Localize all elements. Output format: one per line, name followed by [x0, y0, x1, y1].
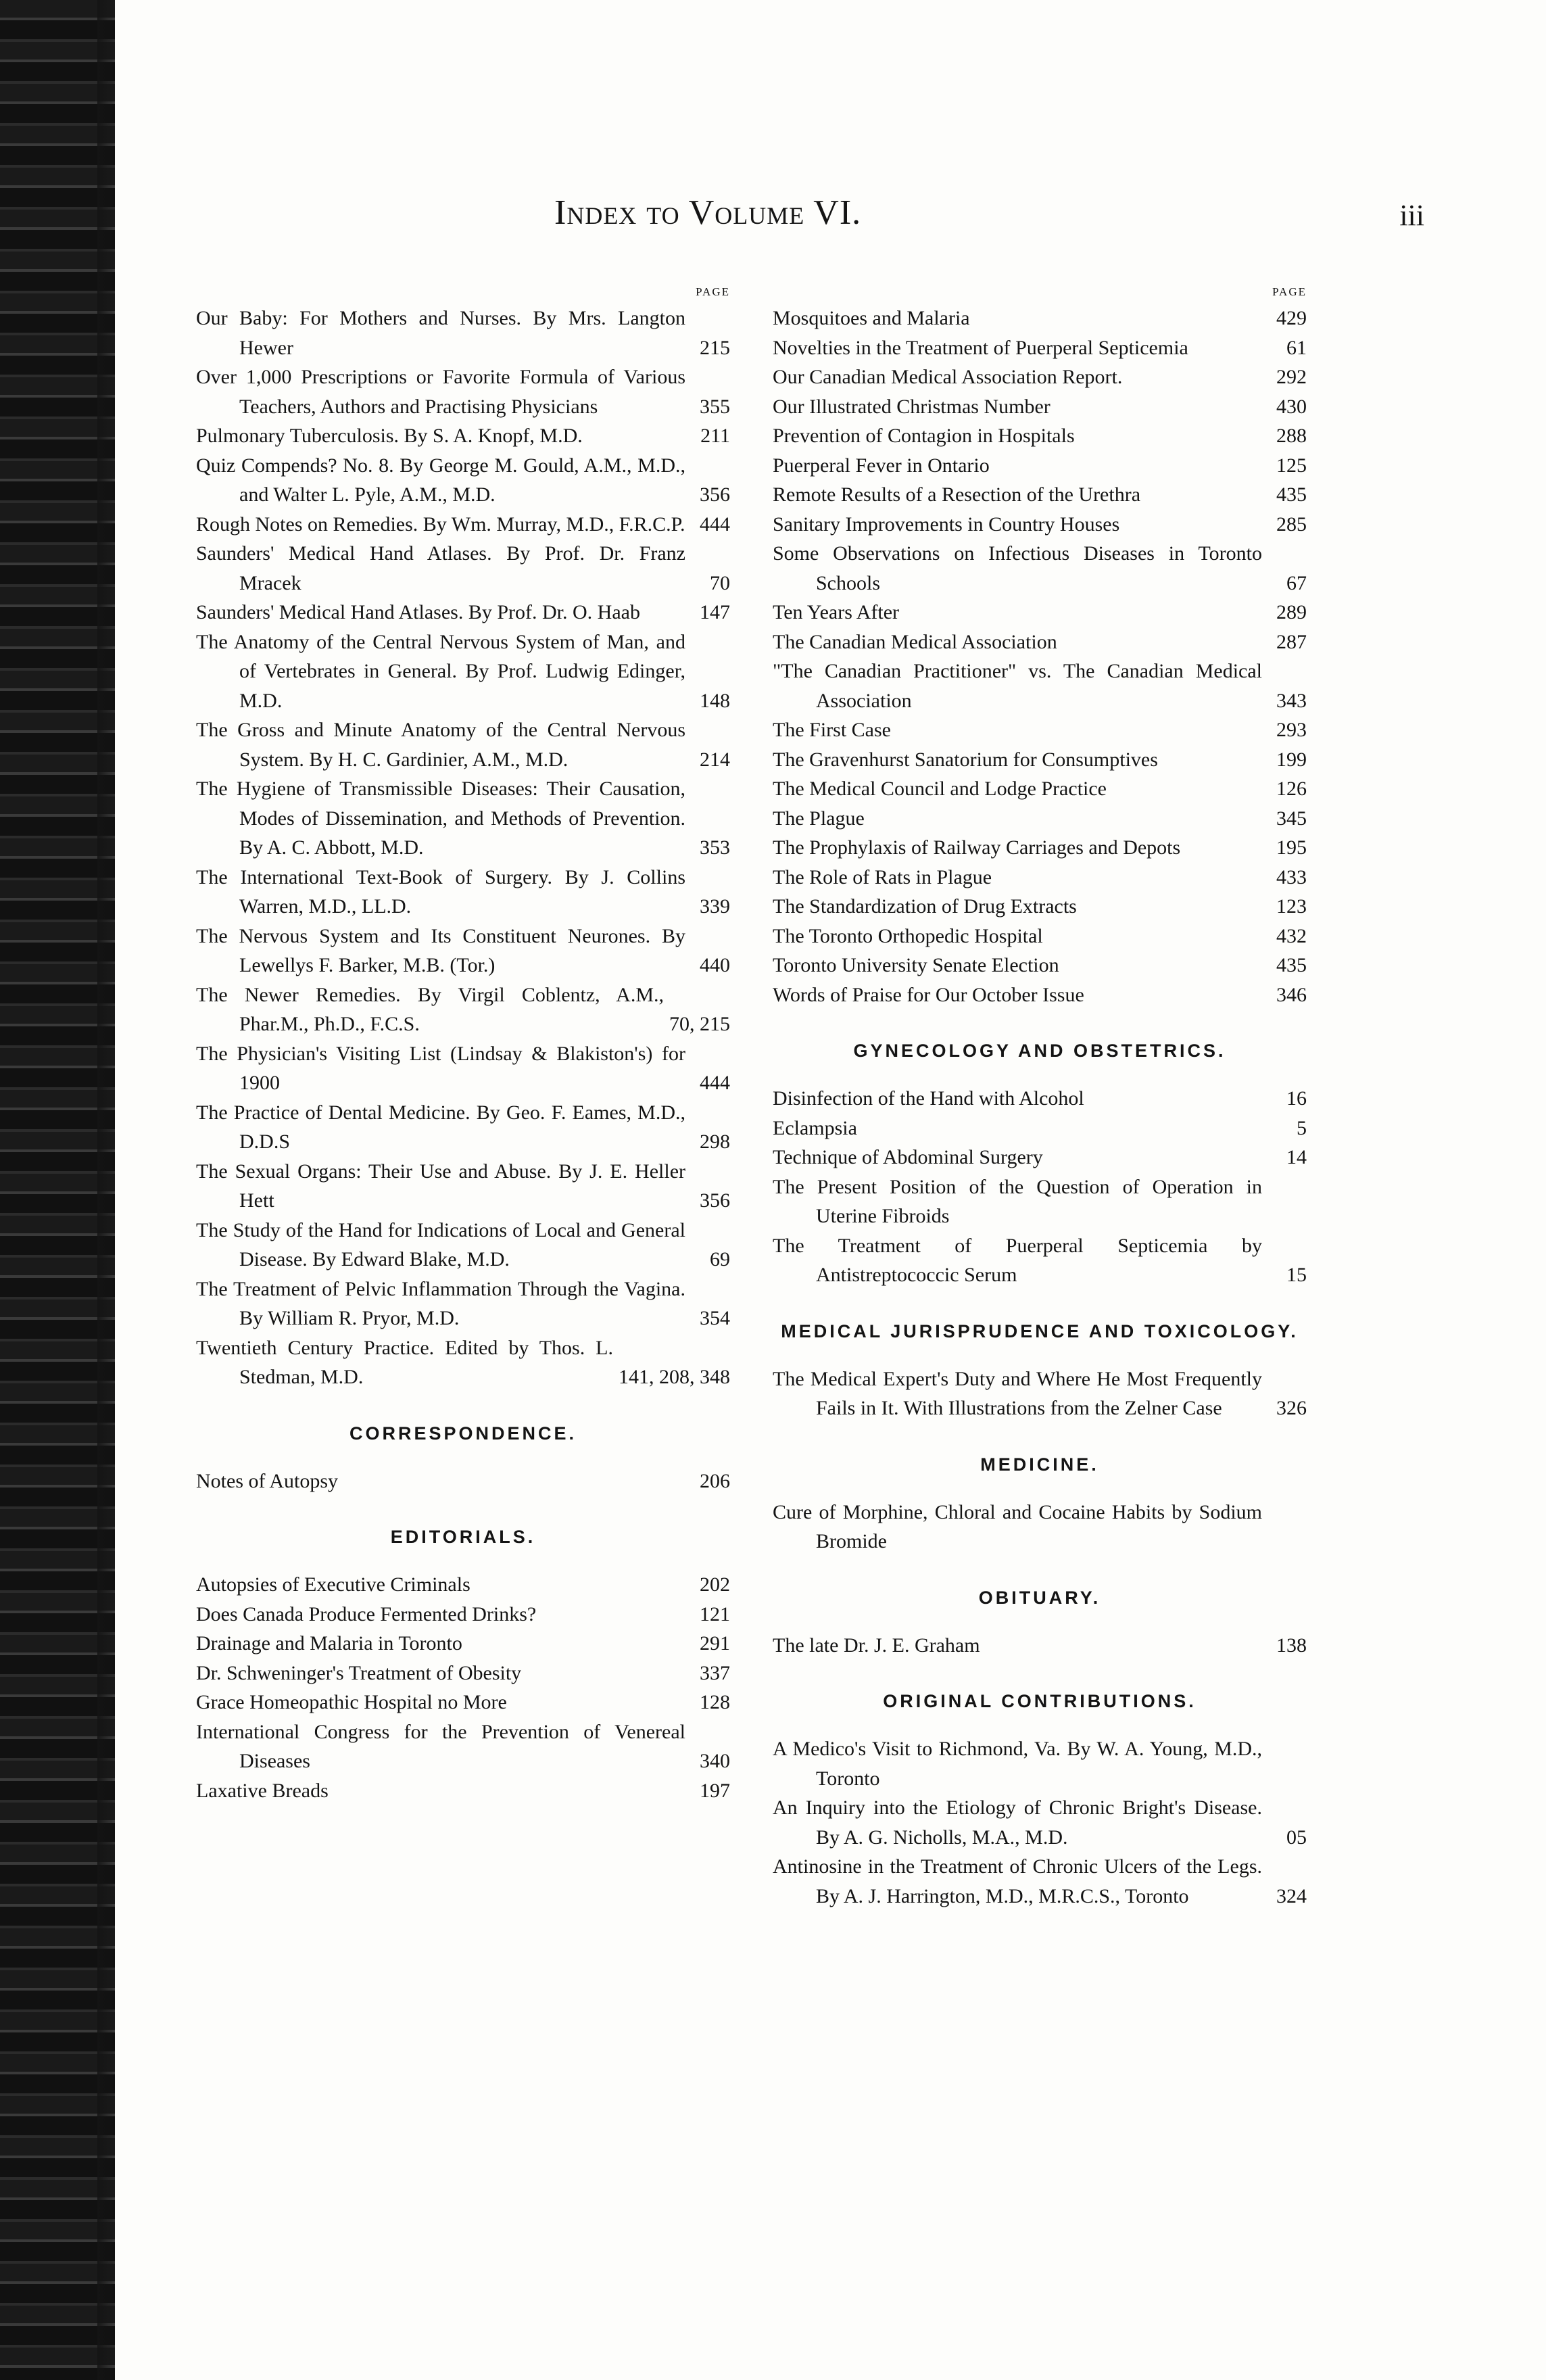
entry-title: The Anatomy of the Central Nervous System of Man, and of Vertebrates in General. By Prof. Ludwig Edinger, M.D. — [196, 630, 685, 712]
entry-title: Drainage and Malaria in Toronto — [196, 1632, 462, 1655]
page-column-label: PAGE — [1272, 285, 1307, 298]
index-entry — [773, 833, 1307, 863]
index-entry — [773, 451, 1307, 481]
entry-title: The late Dr. J. E. Graham — [773, 1634, 980, 1657]
index-entry — [196, 1600, 730, 1629]
entry-page-number: 339 — [700, 895, 730, 918]
entry-title: An Inquiry into the Etiology of Chronic Bright's Disease. By A. G. Nicholls, M.A., M.D. — [773, 1796, 1262, 1849]
page-number: iii — [1399, 199, 1424, 232]
index-entry — [196, 1570, 730, 1600]
index-entry — [196, 598, 730, 627]
entry-title: The Toronto Orthopedic Hospital — [773, 924, 1043, 947]
entry-page-number: 197 — [700, 1779, 730, 1802]
entry-page-number: 292 — [1276, 366, 1307, 388]
entry-page-number: 287 — [1276, 630, 1307, 653]
entry-title: The Treatment of Puerperal Septicemia by Antistreptococcic Serum — [773, 1234, 1262, 1286]
index-entry — [773, 421, 1307, 451]
index-entry — [196, 980, 730, 1039]
index-entry — [773, 1498, 1307, 1556]
entry-page-number: 121 — [700, 1602, 730, 1625]
index-entry — [773, 657, 1307, 715]
entry-title: The Newer Remedies. By Virgil Coblentz, A.M., Phar.M., Ph.D., F.C.S. — [196, 983, 664, 1035]
index-entry — [773, 1734, 1307, 1793]
entry-page-number: 148 — [700, 689, 730, 712]
index-entry — [773, 1364, 1307, 1423]
entry-page-number: 354 — [700, 1307, 730, 1329]
section-heading: OBITUARY. — [978, 1587, 1101, 1608]
entry-page-number: 206 — [700, 1469, 730, 1492]
entry-page-number: 355 — [700, 395, 730, 418]
index-entry — [196, 539, 730, 598]
index-entry — [773, 892, 1307, 922]
entry-title: Grace Homeopathic Hospital no More — [196, 1691, 507, 1713]
entry-title: Eclampsia — [773, 1116, 857, 1139]
entry-page-number: 5 — [1297, 1116, 1307, 1139]
index-entry — [773, 1852, 1307, 1911]
index-entry — [196, 1333, 730, 1392]
entry-page-number: 147 — [700, 601, 730, 623]
index-entry — [773, 1143, 1307, 1172]
entry-page-number: 326 — [1276, 1397, 1307, 1419]
index-entry — [773, 304, 1307, 333]
section-heading: ORIGINAL CONTRIBUTIONS. — [883, 1691, 1197, 1711]
index-entry — [773, 1231, 1307, 1290]
entry-page-number: 211 — [700, 425, 730, 447]
entry-title: International Congress for the Prevention of Venereal Diseases — [196, 1720, 685, 1772]
index-entry — [196, 1216, 730, 1275]
section-heading: CORRESPONDENCE. — [349, 1423, 577, 1444]
entry-title: Sanitary Improvements in Country Houses — [773, 513, 1120, 536]
entry-title: Dr. Schweninger's Treatment of Obesity — [196, 1661, 522, 1684]
index-entry — [196, 922, 730, 980]
entry-title: Words of Praise for Our October Issue — [773, 983, 1084, 1006]
entry-page-number: 324 — [1276, 1884, 1307, 1907]
entry-page-number: 435 — [1276, 954, 1307, 976]
entry-title: The International Text-Book of Surgery. By J. Collins Warren, M.D., LL.D. — [196, 865, 685, 918]
entry-page-number: 345 — [1276, 807, 1307, 830]
left-column — [196, 281, 730, 1805]
entry-page-number: 346 — [1276, 983, 1307, 1006]
entry-title: The Hygiene of Transmissible Diseases: Their Causation, Modes of Dissemination, and Methods of Prevention. By A. C. Abbott, M.D. — [196, 778, 685, 859]
index-entry — [196, 1275, 730, 1333]
entry-page-number: 15 — [1286, 1264, 1307, 1286]
index-entry — [773, 922, 1307, 951]
index-entry — [196, 510, 730, 540]
entry-page-number: 214 — [700, 748, 730, 771]
entry-page-number: 444 — [700, 513, 730, 536]
entry-page-number: 432 — [1276, 924, 1307, 947]
entry-page-number: 16 — [1286, 1087, 1307, 1110]
entry-page-number: 430 — [1276, 395, 1307, 418]
entry-page-number: 69 — [710, 1248, 730, 1270]
section-heading: MEDICINE. — [980, 1454, 1099, 1475]
entry-title: The Sexual Organs: Their Use and Abuse. By J. E. Heller Hett — [196, 1160, 685, 1212]
index-entry — [196, 1039, 730, 1098]
index-entry — [773, 362, 1307, 392]
entry-title: The Physician's Visiting List (Lindsay & Blakiston's) for 1900 — [196, 1042, 685, 1094]
entry-title: The Medical Expert's Duty and Where He Most Frequently Fails in It. With Illustrations from the Zelner Case — [773, 1367, 1262, 1419]
index-entry — [773, 1084, 1307, 1114]
entry-title: The Prophylaxis of Railway Carriages and Depots — [773, 836, 1181, 859]
index-entry — [196, 1776, 730, 1806]
index-entry — [773, 774, 1307, 804]
entry-page-number: 05 — [1286, 1826, 1307, 1849]
entry-page-number: 356 — [700, 483, 730, 506]
entry-title: The Medical Council and Lodge Practice — [773, 778, 1107, 800]
entry-page-number: 215 — [700, 336, 730, 359]
index-entry — [773, 510, 1307, 540]
entry-page-number: 199 — [1276, 748, 1307, 771]
entry-title: Technique of Abdominal Surgery — [773, 1146, 1043, 1168]
page-title: Index to Volume VI. — [554, 193, 862, 232]
entry-page-number: 70, 215 — [669, 1013, 730, 1035]
entry-title: Disinfection of the Hand with Alcohol — [773, 1087, 1084, 1110]
entry-title: The Treatment of Pelvic Inflammation Through the Vagina. By William R. Pryor, M.D. — [196, 1277, 685, 1329]
entry-title: Laxative Breads — [196, 1779, 329, 1802]
index-entry — [196, 1157, 730, 1216]
entry-page-number: 195 — [1276, 836, 1307, 859]
index-entry — [773, 1631, 1307, 1661]
entry-page-number: 123 — [1276, 895, 1307, 918]
entry-title: Twentieth Century Practice. Edited by Thos. L. Stedman, M.D. — [196, 1336, 613, 1388]
section-heading: MEDICAL JURISPRUDENCE AND TOXICOLOGY. — [781, 1320, 1299, 1341]
entry-title: The Present Position of the Question of Operation in Uterine Fibroids — [773, 1175, 1262, 1227]
entry-page-number: 433 — [1276, 865, 1307, 888]
entry-page-number: 291 — [700, 1632, 730, 1655]
page-binding — [0, 0, 115, 2380]
index-entry — [773, 333, 1307, 363]
index-entry — [196, 362, 730, 421]
entry-title: Does Canada Produce Fermented Drinks? — [196, 1602, 537, 1625]
right-column — [773, 281, 1307, 1911]
entry-page-number: 337 — [700, 1661, 730, 1684]
index-entry — [773, 392, 1307, 422]
index-entry — [196, 1629, 730, 1659]
entry-title: The Nervous System and Its Constituent Neurones. By Lewellys F. Barker, M.B. (Tor.) — [196, 924, 685, 976]
index-entry — [196, 1098, 730, 1157]
entry-title: The Practice of Dental Medicine. By Geo. F. Eames, M.D., D.D.S — [196, 1101, 685, 1153]
entry-title: Notes of Autopsy — [196, 1469, 338, 1492]
entry-title: Antinosine in the Treatment of Chronic Ulcers of the Legs. By A. J. Harrington, M.D., M.R.C.S., Toronto — [773, 1855, 1262, 1907]
index-entry — [196, 451, 730, 510]
entry-title: Toronto University Senate Election — [773, 954, 1059, 976]
index-entry — [773, 804, 1307, 834]
entry-page-number: 138 — [1276, 1634, 1307, 1657]
entry-page-number: 285 — [1276, 513, 1307, 536]
index-entry — [196, 421, 730, 451]
entry-title: Over 1,000 Prescriptions or Favorite Formula of Various Teachers, Authors and Practising Physicians — [196, 366, 685, 418]
index-entry — [773, 863, 1307, 892]
entry-title: The Role of Rats in Plague — [773, 865, 992, 888]
index-entry — [773, 627, 1307, 657]
index-entry — [196, 1717, 730, 1776]
entry-page-number: 202 — [700, 1573, 730, 1596]
index-entry — [773, 480, 1307, 510]
entry-title: The Plague — [773, 807, 865, 830]
entry-page-number: 440 — [700, 954, 730, 976]
index-entry — [196, 774, 730, 863]
section-heading: EDITORIALS. — [390, 1527, 536, 1547]
page-column-label: PAGE — [696, 285, 730, 298]
entry-title: Mosquitoes and Malaria — [773, 307, 970, 329]
entry-page-number: 128 — [700, 1691, 730, 1713]
entry-page-number: 343 — [1276, 689, 1307, 712]
entry-title: "The Canadian Practitioner" vs. The Canadian Medical Association — [773, 660, 1262, 712]
entry-title: Puerperal Fever in Ontario — [773, 454, 990, 477]
entry-title: The Study of the Hand for Indications of Local and General Disease. By Edward Blake, M.D. — [196, 1218, 685, 1270]
entry-page-number: 125 — [1276, 454, 1307, 477]
entry-page-number: 435 — [1276, 483, 1307, 506]
entry-page-number: 298 — [700, 1130, 730, 1153]
entry-page-number: 289 — [1276, 601, 1307, 623]
entry-title: The Standardization of Drug Extracts — [773, 895, 1077, 918]
entry-title: The Canadian Medical Association — [773, 630, 1057, 653]
section-heading: GYNECOLOGY AND OBSTETRICS. — [853, 1041, 1226, 1061]
entry-title: Remote Results of a Resection of the Urethra — [773, 483, 1141, 506]
index-entry — [773, 715, 1307, 745]
index-entry — [773, 598, 1307, 627]
entry-title: Our Canadian Medical Association Report. — [773, 366, 1123, 388]
index-entry — [196, 863, 730, 922]
entry-page-number: 61 — [1286, 336, 1307, 359]
entry-page-number: 288 — [1276, 425, 1307, 447]
entry-title: Saunders' Medical Hand Atlases. By Prof. Dr. O. Haab — [196, 601, 640, 623]
page-header — [203, 193, 1424, 254]
index-entry — [773, 745, 1307, 775]
entry-title: Some Observations on Infectious Diseases in Toronto Schools — [773, 542, 1262, 594]
entry-page-number: 126 — [1276, 778, 1307, 800]
index-entry — [196, 1688, 730, 1717]
index-entry — [196, 1467, 730, 1496]
entry-page-number: 293 — [1276, 719, 1307, 741]
index-entry — [773, 1172, 1307, 1231]
index-entry — [773, 539, 1307, 598]
index-entry — [773, 951, 1307, 980]
entry-title: Pulmonary Tuberculosis. By S. A. Knopf, M.D. — [196, 425, 583, 447]
index-entry — [196, 715, 730, 774]
entry-title: The First Case — [773, 719, 891, 741]
entry-page-number: 14 — [1286, 1146, 1307, 1168]
entry-title: Quiz Compends? No. 8. By George M. Gould, A.M., M.D., and Walter L. Pyle, A.M., M.D. — [196, 454, 685, 506]
entry-title: Prevention of Contagion in Hospitals — [773, 425, 1075, 447]
entry-title: A Medico's Visit to Richmond, Va. By W. A. Young, M.D., Toronto — [773, 1738, 1262, 1790]
index-entry — [196, 1659, 730, 1688]
index-entry — [773, 980, 1307, 1010]
entry-page-number: 356 — [700, 1189, 730, 1212]
entry-page-number: 444 — [700, 1072, 730, 1094]
index-entry — [196, 627, 730, 716]
entry-page-number: 429 — [1276, 307, 1307, 329]
entry-title: Autopsies of Executive Criminals — [196, 1573, 470, 1596]
entry-page-number: 70 — [710, 571, 730, 594]
entry-page-number: 340 — [700, 1750, 730, 1772]
entry-page-number: 141, 208, 348 — [619, 1366, 730, 1388]
index-entry — [196, 304, 730, 362]
entry-title: Our Illustrated Christmas Number — [773, 395, 1050, 418]
entry-title: Our Baby: For Mothers and Nurses. By Mrs. Langton Hewer — [196, 307, 685, 359]
entry-title: The Gross and Minute Anatomy of the Central Nervous System. By H. C. Gardinier, A.M., M.D. — [196, 719, 685, 771]
index-entry — [773, 1114, 1307, 1143]
entry-title: Ten Years After — [773, 601, 900, 623]
entry-title: The Gravenhurst Sanatorium for Consumptives — [773, 748, 1158, 771]
index-entry — [773, 1793, 1307, 1852]
entry-page-number: 353 — [700, 836, 730, 859]
entry-page-number: 67 — [1286, 571, 1307, 594]
entry-title: Cure of Morphine, Chloral and Cocaine Habits by Sodium Bromide — [773, 1500, 1262, 1552]
entry-title: Novelties in the Treatment of Puerperal Septicemia — [773, 336, 1188, 359]
entry-title: Saunders' Medical Hand Atlases. By Prof. Dr. Franz Mracek — [196, 542, 685, 594]
entry-title: Rough Notes on Remedies. By Wm. Murray, M.D., F.R.C.P. — [196, 513, 685, 536]
